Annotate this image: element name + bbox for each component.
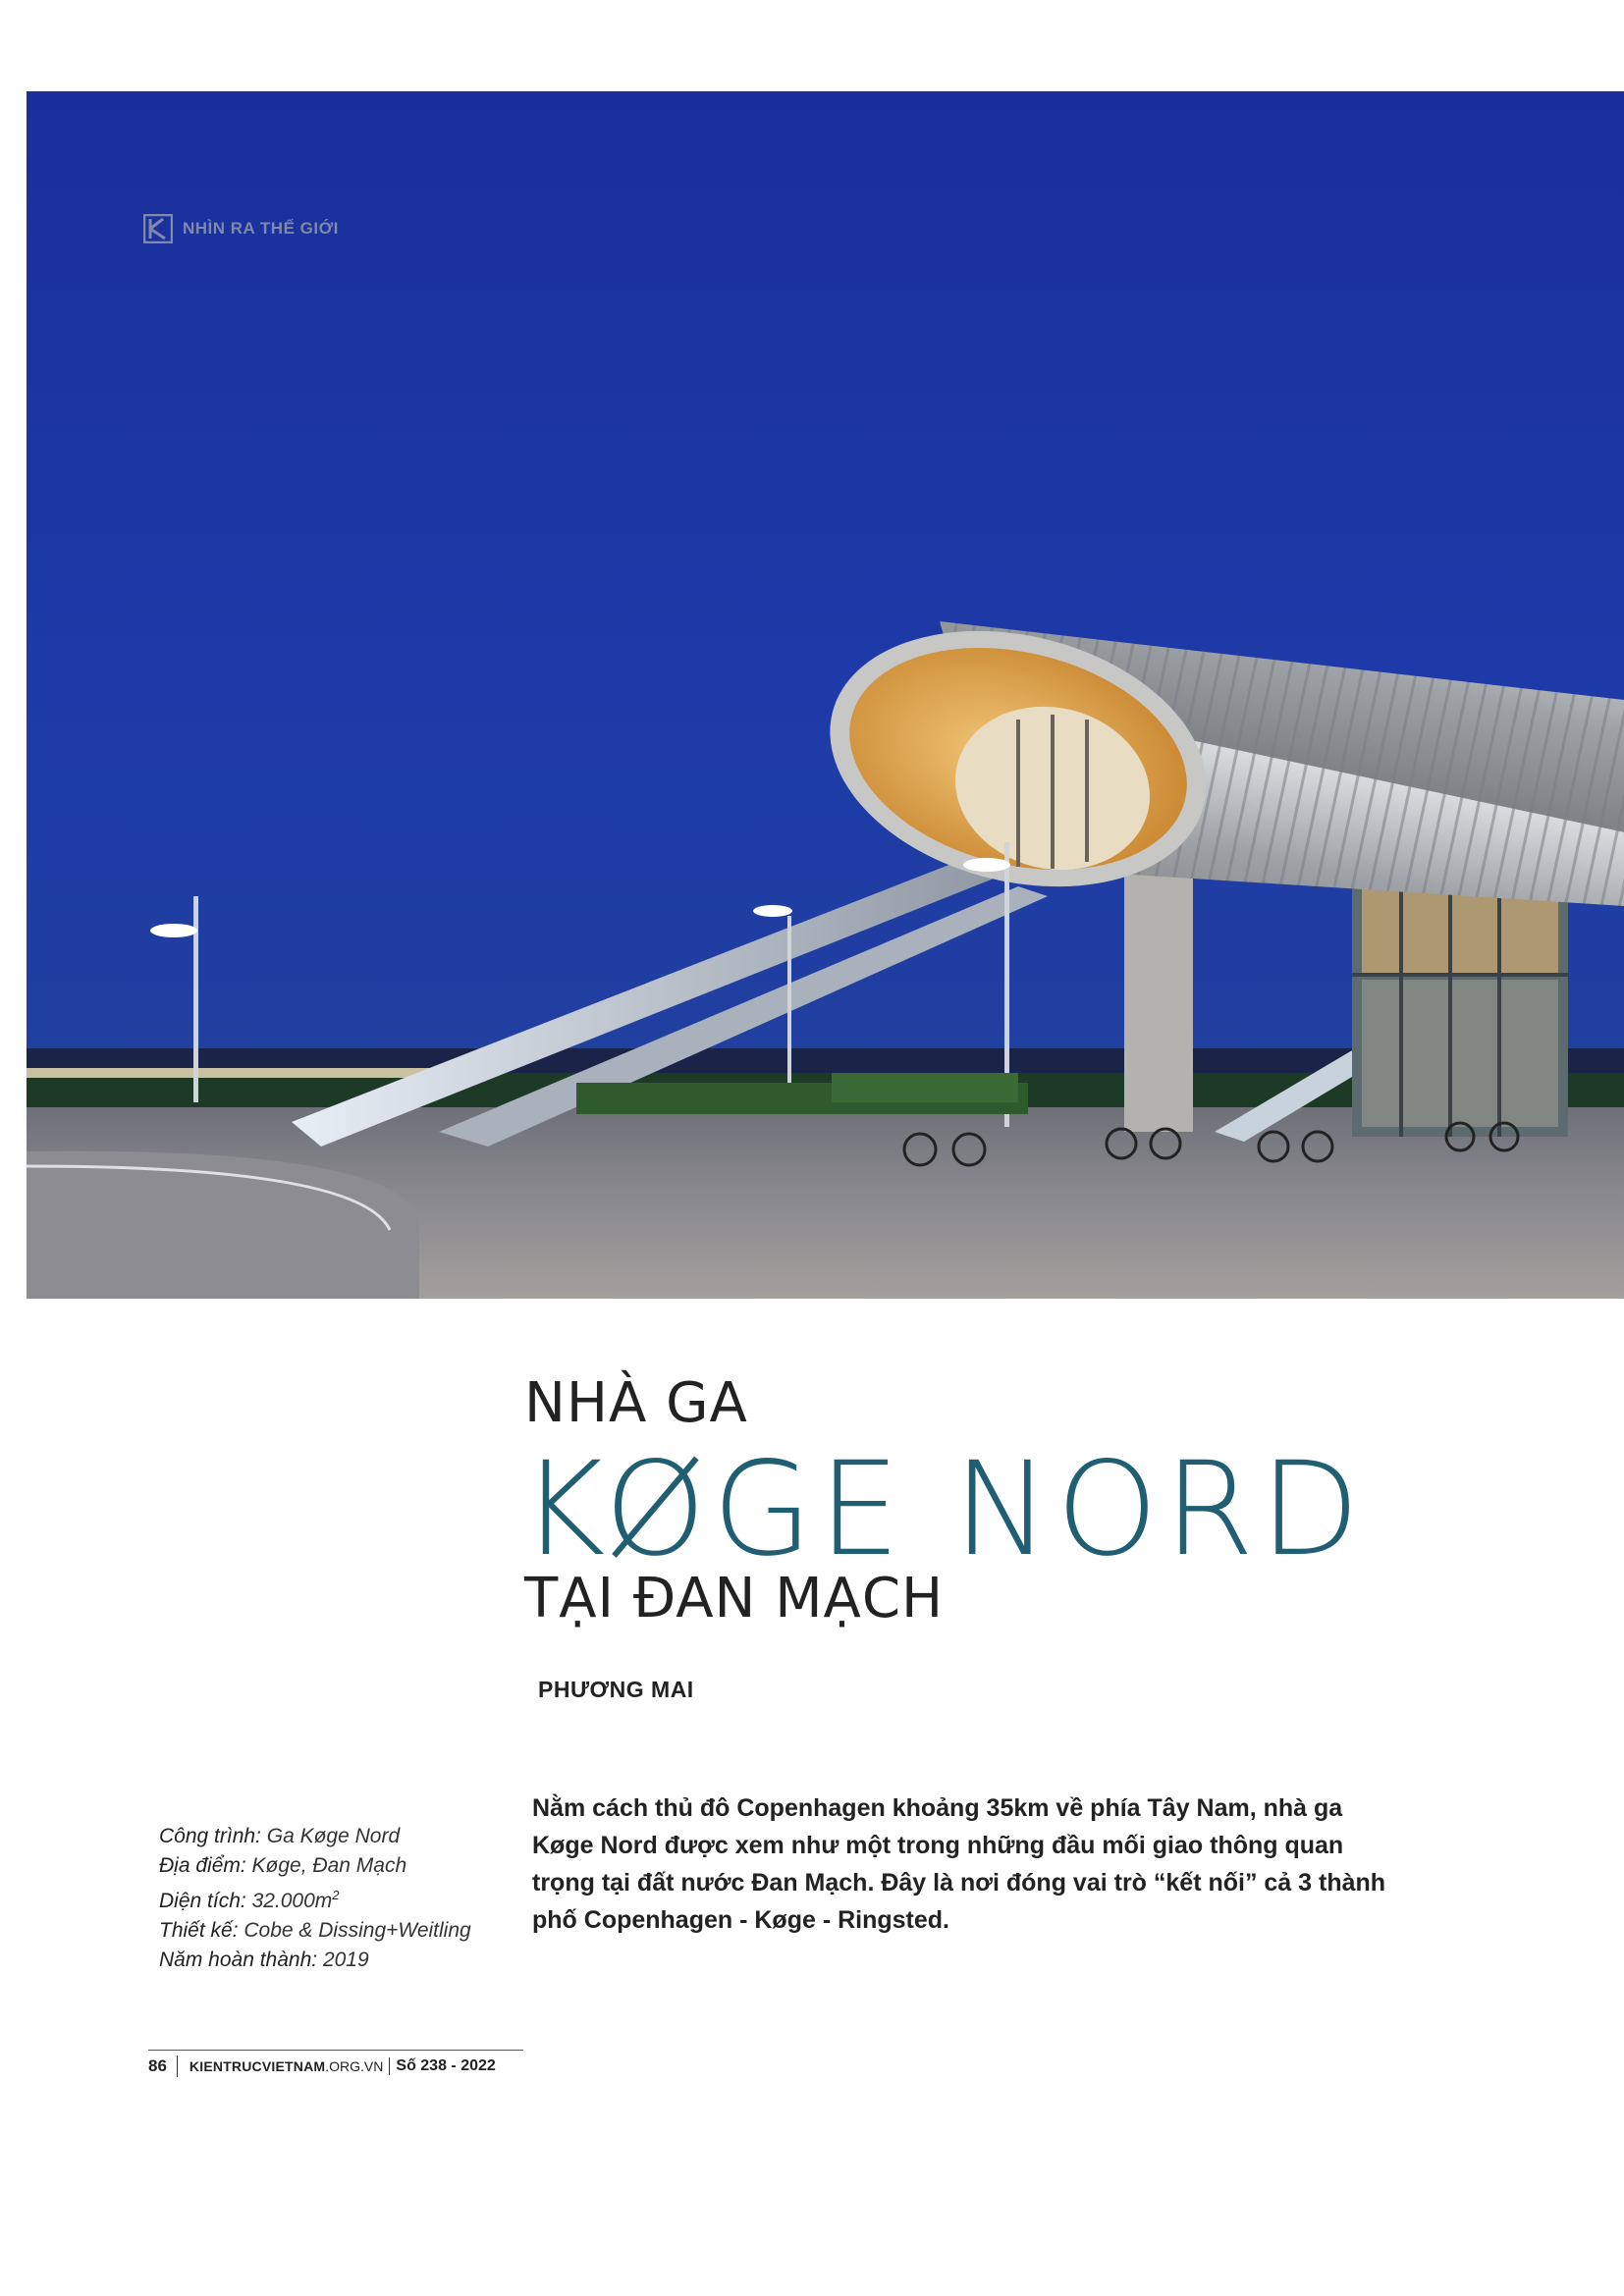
info-label: Năm hoàn thành: [159, 1949, 318, 1971]
page-number: 86 [148, 2056, 167, 2075]
info-value: 2019 [322, 1949, 369, 1971]
info-value: 32.000m [251, 1890, 333, 1912]
info-label: Địa điểm: [159, 1854, 246, 1877]
issue-number: Số 238 - 2022 [389, 2057, 495, 2075]
station-illustration [27, 91, 1624, 1299]
section-tag-label: NHÌN RA THẾ GIỚI [183, 219, 339, 238]
info-label: Công trình: [159, 1825, 261, 1847]
hero-photo [27, 91, 1624, 1299]
info-row-year [159, 1946, 522, 1975]
author-name: PHƯƠNG MAI [538, 1677, 694, 1702]
info-value: Køge, Đan Mạch [251, 1854, 407, 1877]
footer-divider [177, 2056, 178, 2077]
info-value: Ga Køge Nord [266, 1825, 401, 1847]
info-label: Thiết kế: [159, 1919, 239, 1942]
info-row-project [159, 1822, 522, 1851]
title-main: KØGE NORD [520, 1434, 1366, 1585]
info-value: Cobe & Dissing+Weitling [244, 1919, 471, 1942]
section-tag [143, 214, 339, 243]
info-row-design [159, 1916, 522, 1946]
page-footer [148, 2056, 496, 2077]
site-name: KIENTRUCVIETNAM [189, 2058, 326, 2074]
kt-magazine-logo-icon [143, 214, 173, 243]
info-label: Diện tích: [159, 1890, 246, 1912]
title-line-3: TẠI ĐAN MẠCH [524, 1567, 945, 1630]
info-row-area [159, 1881, 522, 1916]
site-domain: .ORG.VN [325, 2058, 384, 2074]
title-line-1: NHÀ GA [524, 1371, 748, 1435]
info-value-superscript: 2 [332, 1888, 340, 1902]
lead-paragraph: Nằm cách thủ đô Copenhagen khoảng 35km về phía Tây Nam, nhà ga Køge Nord được xem như một trong những đầu mối giao thông quan trọng tại đất nước Đan Mạch. Đây là nơi đóng vai trò “kết nối” cả 3 thành phố Copenhagen - Køge - Ringsted. [532, 1794, 1386, 1934]
info-row-location [159, 1851, 522, 1881]
project-info [159, 1822, 522, 1975]
footer-rule [148, 2050, 523, 2051]
